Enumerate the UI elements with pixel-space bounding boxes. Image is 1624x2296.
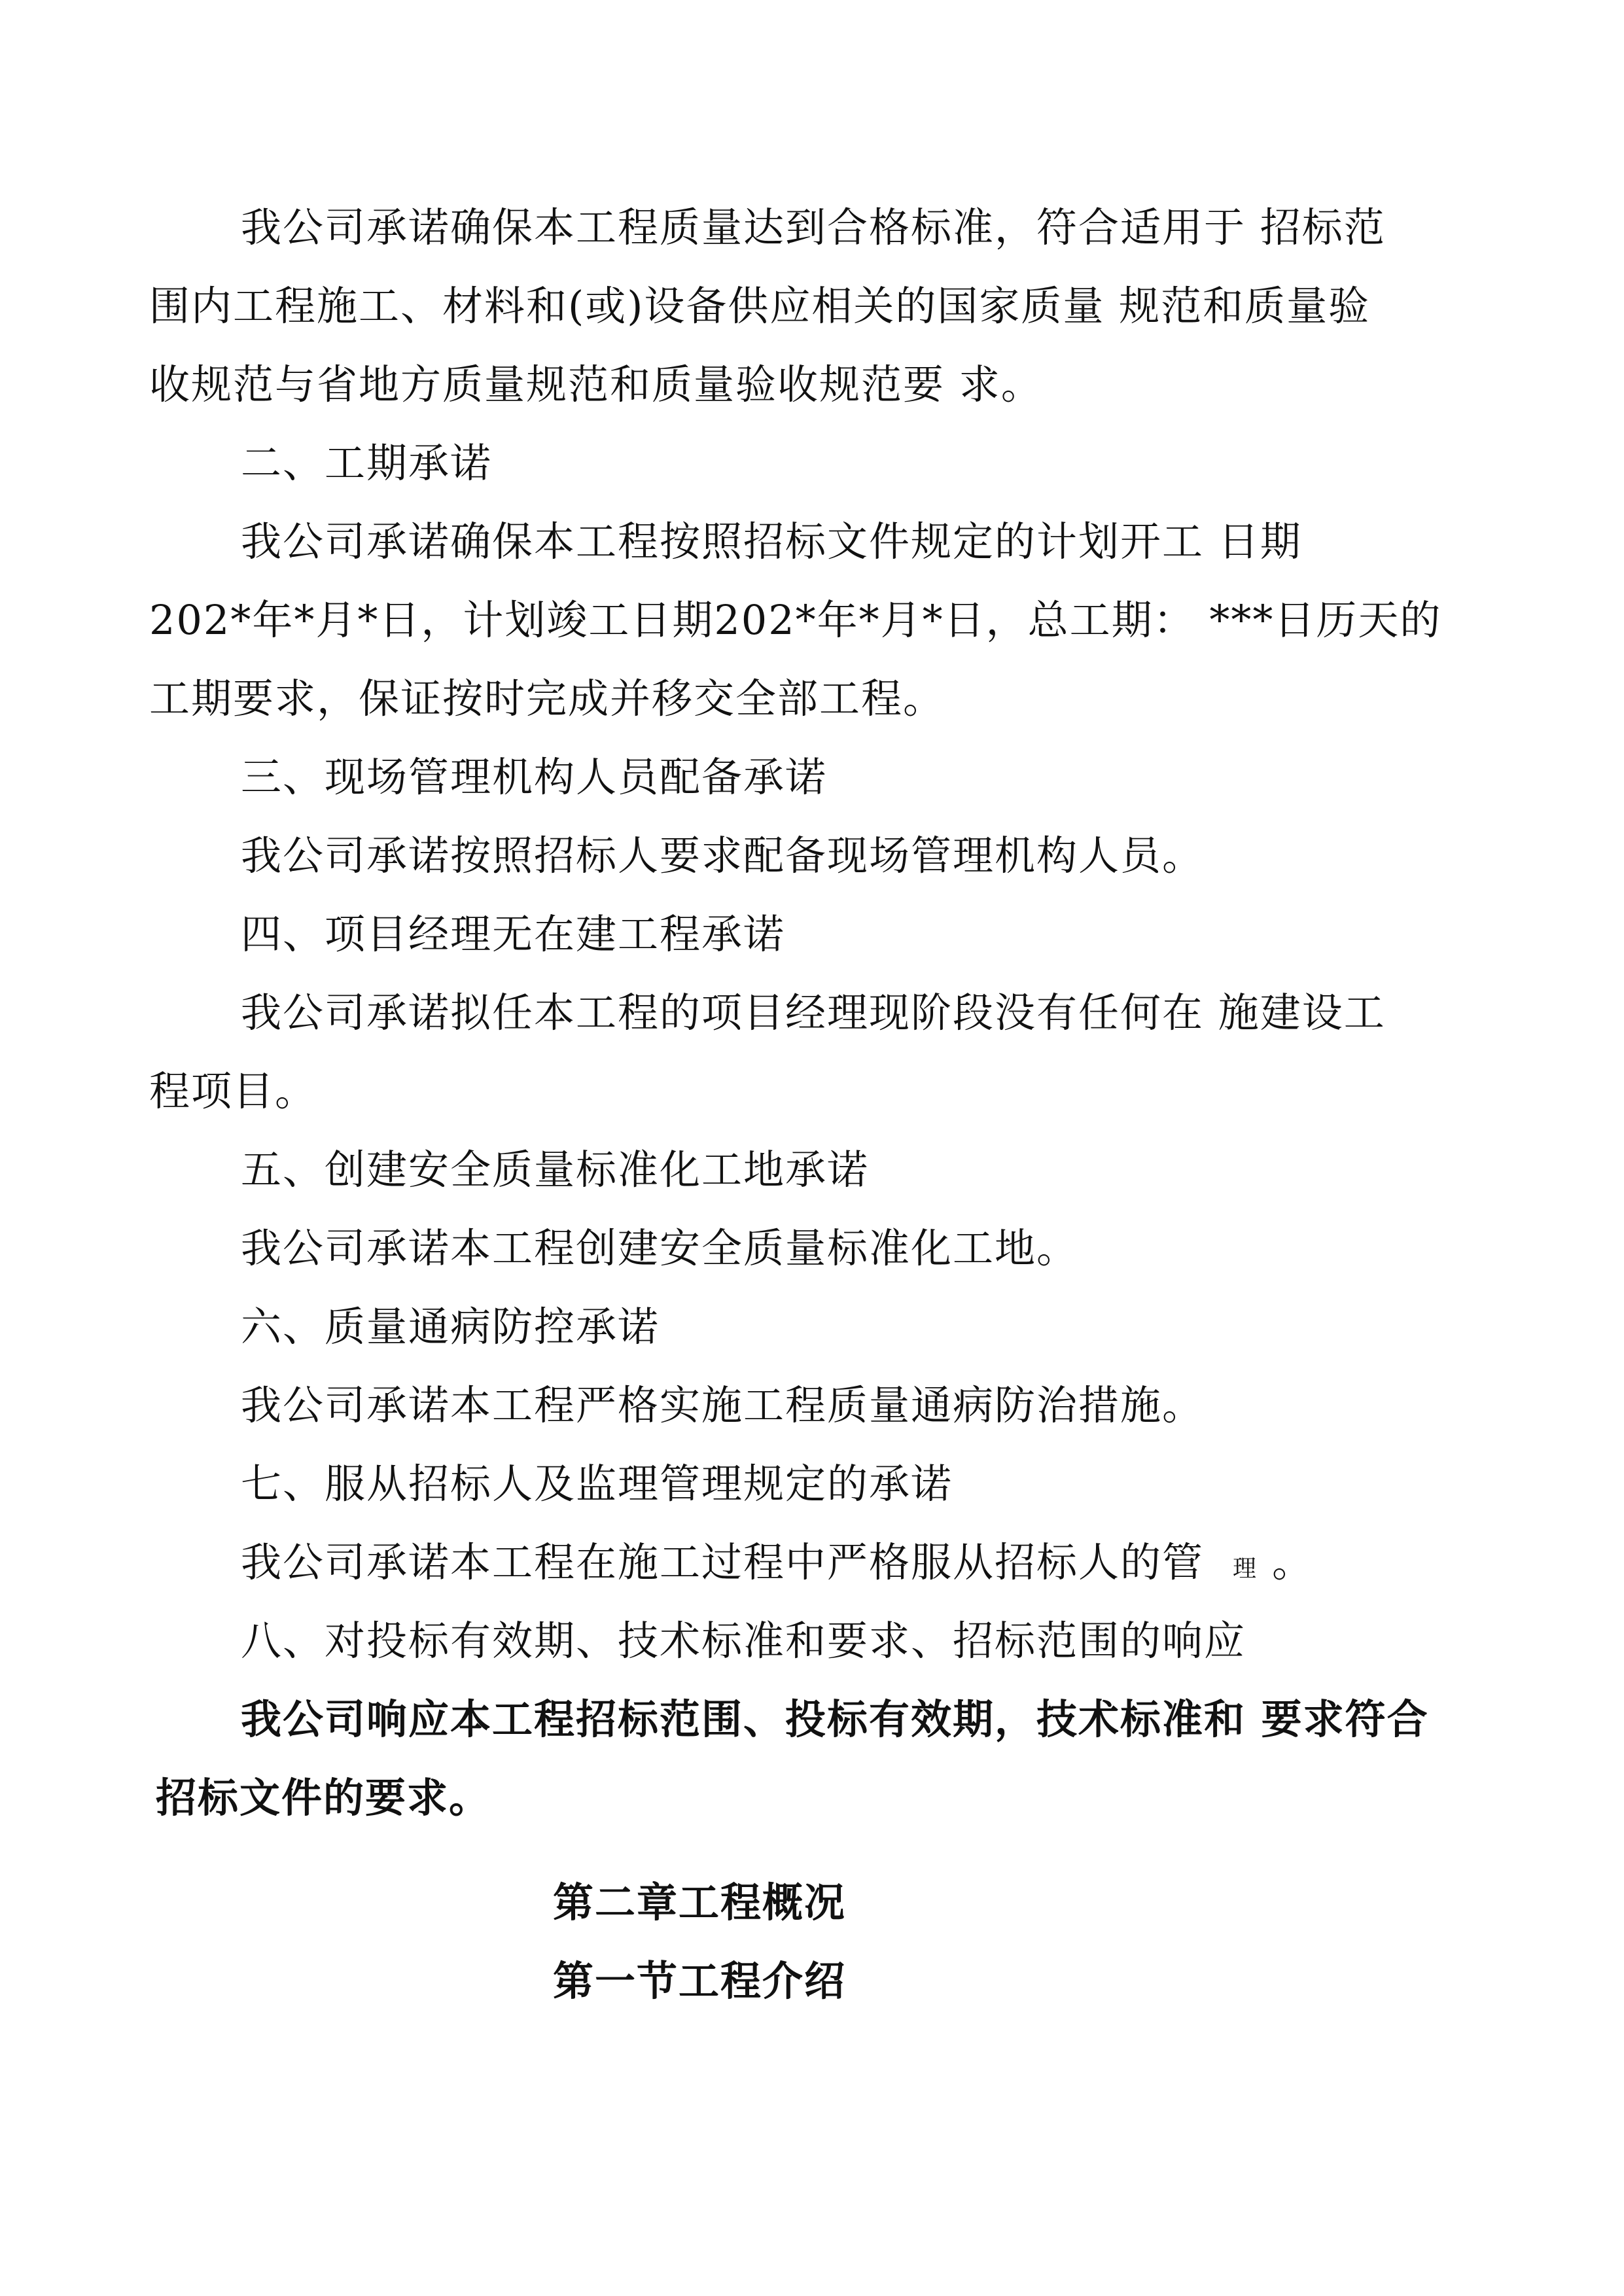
section-heading: 八、对投标有效期、技术标准和要求、招标范围的响应 bbox=[241, 1617, 1246, 1665]
paragraph-line: 我公司承诺本工程创建安全质量标准化工地。 bbox=[241, 1224, 1079, 1272]
paragraph-end: 。 bbox=[1272, 1538, 1315, 1586]
paragraph-line: 我公司承诺按照招标人要求配备现场管理机构人员。 bbox=[241, 832, 1205, 879]
section-heading: 二、工期承诺 bbox=[241, 439, 493, 487]
paragraph-line: 我公司承诺确保本工程质量达到合格标准，符合适用于 招标范 bbox=[241, 203, 1386, 251]
paragraph-line bbox=[241, 1536, 1314, 1595]
section-heading: 三、现场管理机构人员配备承诺 bbox=[241, 753, 828, 801]
section-heading: 四、项目经理无在建工程承诺 bbox=[241, 910, 786, 958]
paragraph-line: 工期要求，保证按时完成并移交全部工程。 bbox=[149, 675, 945, 722]
section-heading: 五、创建安全质量标准化工地承诺 bbox=[241, 1146, 870, 1193]
paragraph-line: 收规范与省地方质量规范和质量验收规范要 求。 bbox=[149, 361, 1043, 408]
bold-paragraph-line: 招标文件的要求。 bbox=[156, 1774, 491, 1822]
paragraph-line: 程项目。 bbox=[149, 1067, 317, 1115]
small-glyph: 理 bbox=[1233, 1555, 1257, 1582]
paragraph-line: 202*年*月*日，计划竣工日期202*年*月*日，总工期： ***日历天的 bbox=[149, 596, 1442, 644]
paragraph-line: 我公司承诺本工程严格实施工程质量通病防治措施。 bbox=[241, 1381, 1205, 1429]
section-heading: 七、服从招标人及监理管理规定的承诺 bbox=[241, 1460, 953, 1508]
paragraph-line: 我公司承诺拟任本工程的项目经理现阶段没有任何在 施建设工 bbox=[241, 989, 1386, 1036]
paragraph-text: 我公司承诺本工程在施工过程中严格服从招标人的管 bbox=[241, 1538, 1205, 1586]
section-title: 第一节工程介绍 bbox=[553, 1957, 847, 2005]
chapter-title: 第二章工程概况 bbox=[553, 1879, 847, 1926]
paragraph-line: 我公司承诺确保本工程按照招标文件规定的计划开工 日期 bbox=[241, 518, 1302, 565]
paragraph-line: 围内工程施工、材料和(或)设备供应相关的国家质量 规范和质量验 bbox=[149, 282, 1371, 330]
bold-paragraph-line: 我公司响应本工程招标范围、投标有效期，技术标准和 要求符合 bbox=[241, 1695, 1429, 1743]
section-heading: 六、质量通病防控承诺 bbox=[241, 1303, 660, 1351]
